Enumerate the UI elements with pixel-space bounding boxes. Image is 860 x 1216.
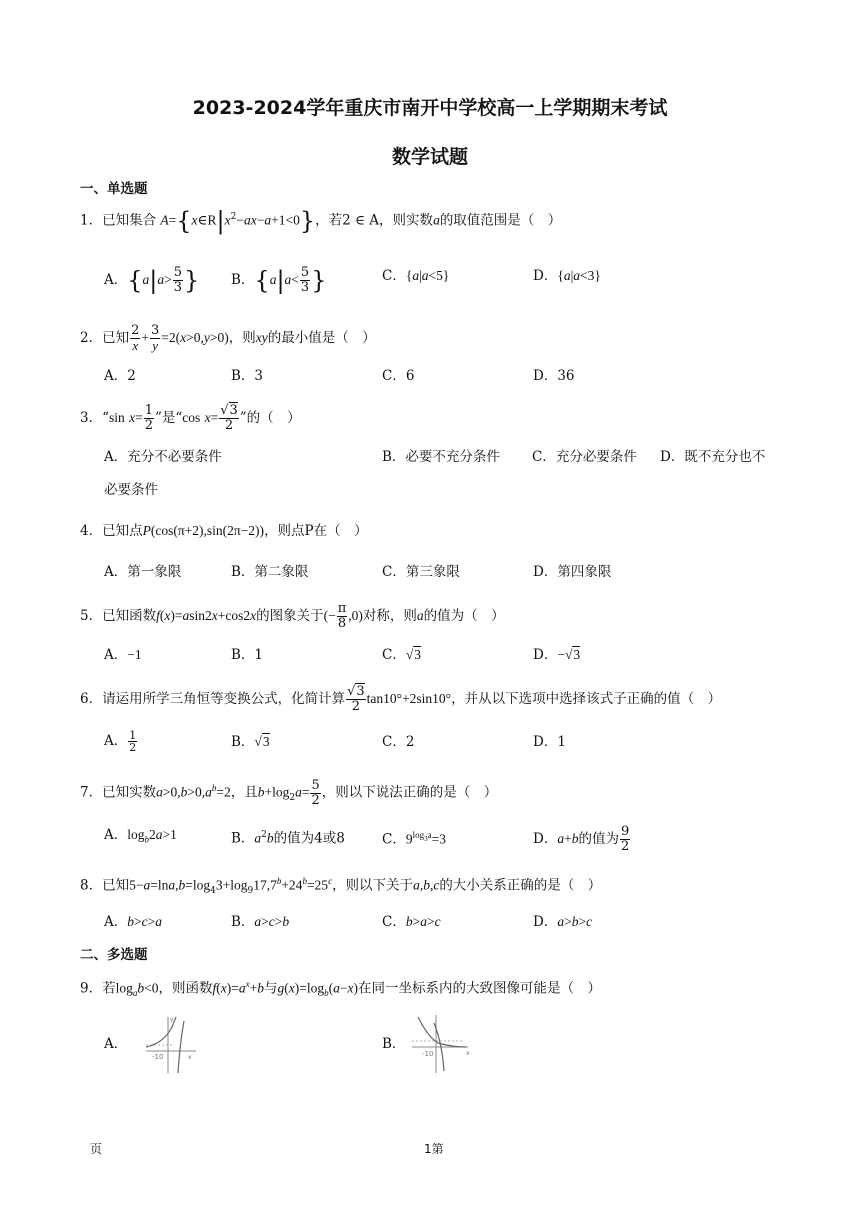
q2-option-b: B．3 [231, 368, 264, 384]
q6-option-a: A． $\frac{1}{2}$ [104, 729, 137, 754]
q5-option-a: A．−1 [104, 647, 142, 663]
question-1: 1．已知集合 $A=\{x\in R|x^2-ax-a+1<0\}$，若2 ∈ A，则实数a的取值范围是（ ） [80, 207, 562, 235]
q3-option-a: A．充分不必要条件 [104, 449, 222, 465]
q1-option-c: C．{a|a<5} [382, 268, 450, 284]
q9-graph-a [138, 1013, 208, 1075]
q3-option-c: C．充分必要条件 [532, 449, 637, 465]
q3-option-d-wrap: 必要条件 [104, 482, 158, 498]
svg-text:-10: -10 [422, 1050, 434, 1058]
question-6: 6．请运用所学三角恒等变换公式，化简计算 $\frac{√3}{2}$ tan10°+2sin10°，并从以下选项中选择该式子正确的值（ ） [80, 684, 722, 714]
q8-option-b: B．a>c>b [231, 914, 290, 930]
q8-option-d: D．a>b>c [533, 914, 593, 930]
q4-option-d: D．第四象限 [533, 564, 612, 580]
q4-option-b: B．第二象限 [231, 564, 309, 580]
q4-option-c: C．第三象限 [382, 564, 460, 580]
question-9: 9．若$\log_ab<0$，则函数$f(x)=a^x+b$与$g(x)=\log_b(a-x)$在同一坐标系内的大致图像可能是（ ） [80, 979, 601, 999]
q4-option-a: A．第一象限 [104, 564, 182, 580]
q5-option-d: D．−√3 [533, 647, 581, 663]
question-3: 3．“sin x= $\frac{1}{2}$ ”是“cos x= $\frac{√3}{2}$ ”的（ ） [80, 403, 301, 433]
question-8: 8．已知$5-a=\ln a,b=\log_43+\log_917,7^b+24^b=25^c$，则以下关于a,b,c的大小关系正确的是（ ） [80, 876, 602, 897]
q9-option-a-label: A． [104, 1036, 128, 1052]
q2-option-d: D．36 [533, 368, 575, 384]
q3-option-d: D．既不充分也不 [660, 449, 766, 465]
question-4: 4．已知点P(cos(π+2),sin(2π−2))，则点P在（ ） [80, 523, 368, 539]
question-5: 5．已知函数f(x)=asin2x+cos2x的图象关于(− $\frac{\pi}{8}$ ,0)对称，则a的值为（ ） [80, 601, 505, 631]
q1-option-d: D．{a|a<3} [533, 268, 601, 284]
q1-option-b: B．{a|a< $\frac{5}{3}$ } [231, 265, 327, 295]
q2-option-c: C．6 [382, 368, 415, 384]
q9-option-b-label: B． [382, 1036, 406, 1052]
q2-option-a: A．2 [104, 368, 136, 384]
q1-option-a: A．{a|a> $\frac{5}{3}$ } [104, 265, 200, 295]
q7-option-c: C．$9^{log_3a}=3$ [382, 830, 446, 848]
svg-text:x: x [188, 1054, 192, 1061]
q8-option-c: C．b>a>c [382, 914, 441, 930]
footer-page-number: 1第 [424, 1142, 444, 1156]
question-7: 7．已知实数$a>0,b>0,a^b=2$，且$b+\log_2a=$ $\frac{5}{2}$ ，则以下说法正确的是（ ） [80, 777, 498, 808]
q7-option-d: D．a+b的值为 $\frac{9}{2}$ [533, 824, 630, 854]
q6-option-c: C．2 [382, 734, 415, 750]
q6-option-b: B．√3 [231, 734, 270, 750]
q6-option-d: D．1 [533, 734, 566, 750]
q7-option-b: B．$a^2b$的值为4或8 [231, 830, 345, 847]
q5-option-b: B．1 [231, 647, 264, 663]
section-multiple-choice: 二、多选题 [80, 947, 148, 963]
footer-left: 页 [90, 1142, 103, 1156]
question-2: 2．已知 $\frac{2}{x}$ + $\frac{3}{y}$ =2(x>0,y>0)，则xy的最小值是（ ） [80, 323, 376, 353]
exam-subtitle: 数学试题 [391, 146, 468, 168]
q7-option-a: A．$\log_b2a>1$ [104, 827, 177, 845]
section-single-choice: 一、单选题 [80, 181, 148, 197]
q3-option-b: B．必要不充分条件 [382, 449, 500, 465]
q8-option-a: A．b>c>a [104, 914, 162, 930]
q5-option-c: C．√3 [382, 647, 422, 663]
q9-graph-b [408, 1013, 478, 1075]
svg-text:x: x [466, 1050, 470, 1057]
svg-text:-10: -10 [152, 1053, 164, 1061]
exam-title: 2023-2024学年重庆市南开中学校高一上学期期末考试 [192, 97, 668, 119]
svg-text:y: y [170, 1016, 174, 1023]
